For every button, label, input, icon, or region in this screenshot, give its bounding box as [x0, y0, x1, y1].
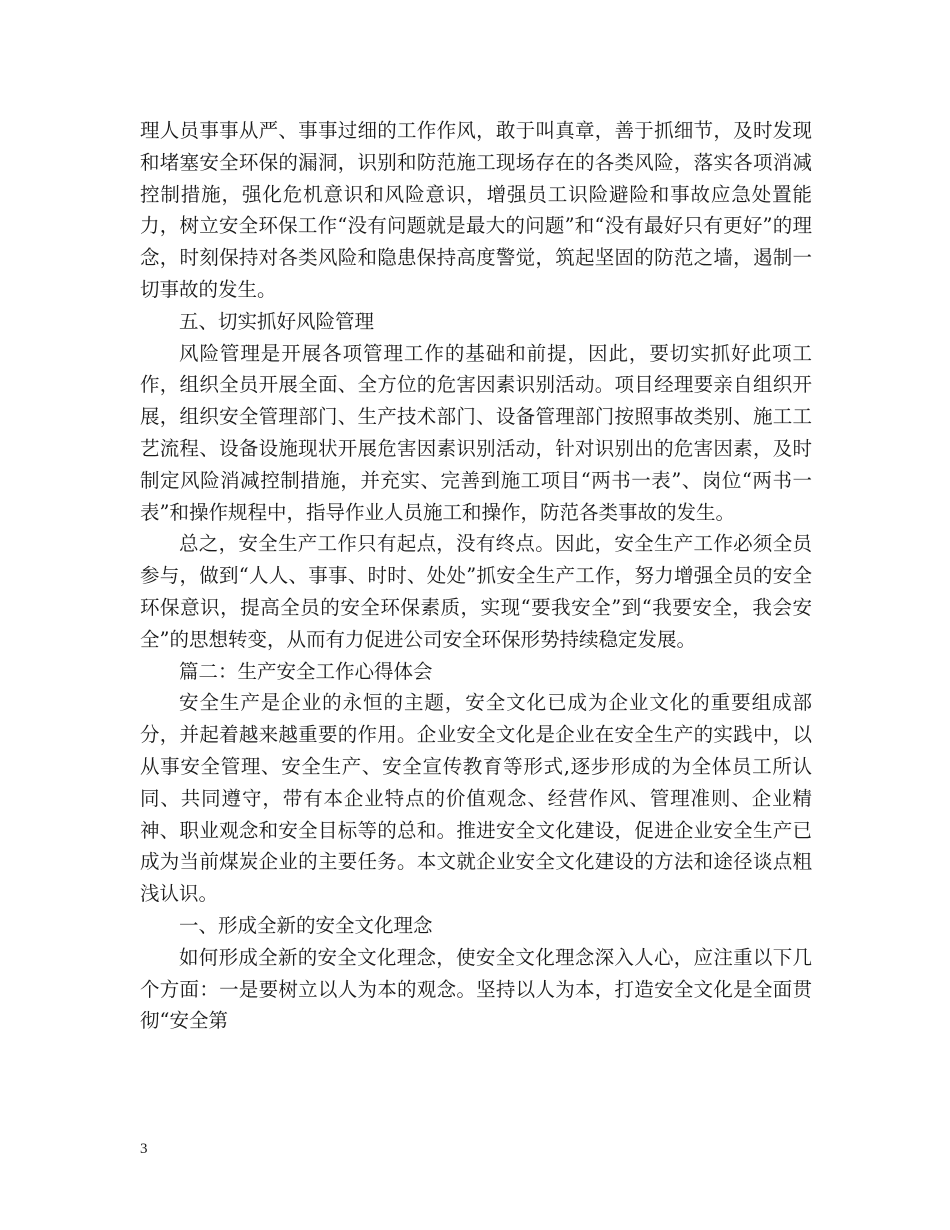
paragraph-safety-culture-intro: 安全生产是企业的永恒的主题，安全文化已成为企业文化的重要组成部分，并起着越来越重要的作用。企业安全文化是企业在安全生产的实践中，以从事安全管理、安全生产、安全宣传教育等形式,逐步形成的为全体员工所认同、共同遵守，带有本企业特点的价值观念、经营作风、管理准则、企业精神、职业观念和安全目标等的总和。推进安全文化建设，促进企业安全生产已成为当前煤炭企业的主要任务。本文就企业安全文化建设的方法和途径谈点粗浅认识。: [140, 691, 812, 906]
paragraph-continuation: 理人员事事从严、事事过细的工作作风，敢于叫真章，善于抓细节，及时发现和堵塞安全环保的漏洞，识别和防范施工现场存在的各类风险，落实各项消减控制措施，强化危机意识和风险意识，增强员工识险避险和事故应急处置能力，树立安全环保工作“没有问题就是最大的问题”和“没有最好只有更好”的理念，时刻保持对各类风险和隐患保持高度警觉，筑起坚固的防范之墙，遏制一切事故的发生。: [140, 119, 812, 301]
section-heading-safety-culture: 一、形成全新的安全文化理念: [179, 913, 433, 937]
paragraph-conclusion: 总之，安全生产工作只有起点，没有终点。因此，安全生产工作必须全员参与，做到“人人、事事、时时、处处”抓安全生产工作，努力增强全员的安全环保意识，提高全员的安全环保素质，实现“要我安全”到“我要安全，我会安全”的思想转变，从而有力促进公司安全环保形势持续稳定发展。: [140, 532, 812, 651]
article-heading-part-two: 篇二：生产安全工作心得体会: [179, 659, 433, 683]
page-number: 3: [140, 1141, 148, 1157]
paragraph-risk-management: 风险管理是开展各项管理工作的基础和前提，因此，要切实抓好此项工作，组织全员开展全面、全方位的危害因素识别活动。项目经理要亲自组织开展，组织安全管理部门、生产技术部门、设备管理部门按照事故类别、施工工艺流程、设备设施现状开展危害因素识别活动，针对识别出的危害因素，及时制定风险消减控制措施，并充实、完善到施工项目“两书一表”、岗位“两书一表”和操作规程中，指导作业人员施工和操作，防范各类事故的发生。: [140, 341, 812, 524]
paragraph-safety-culture-concept: 如何形成全新的安全文化理念，使安全文化理念深入人心，应注重以下几个方面：一是要树立以人为本的观念。坚持以人为本，打造安全文化是全面贯彻“安全第: [140, 945, 812, 1033]
section-heading-risk-management: 五、切实抓好风险管理: [179, 309, 375, 333]
document-body: [140, 115, 812, 1037]
